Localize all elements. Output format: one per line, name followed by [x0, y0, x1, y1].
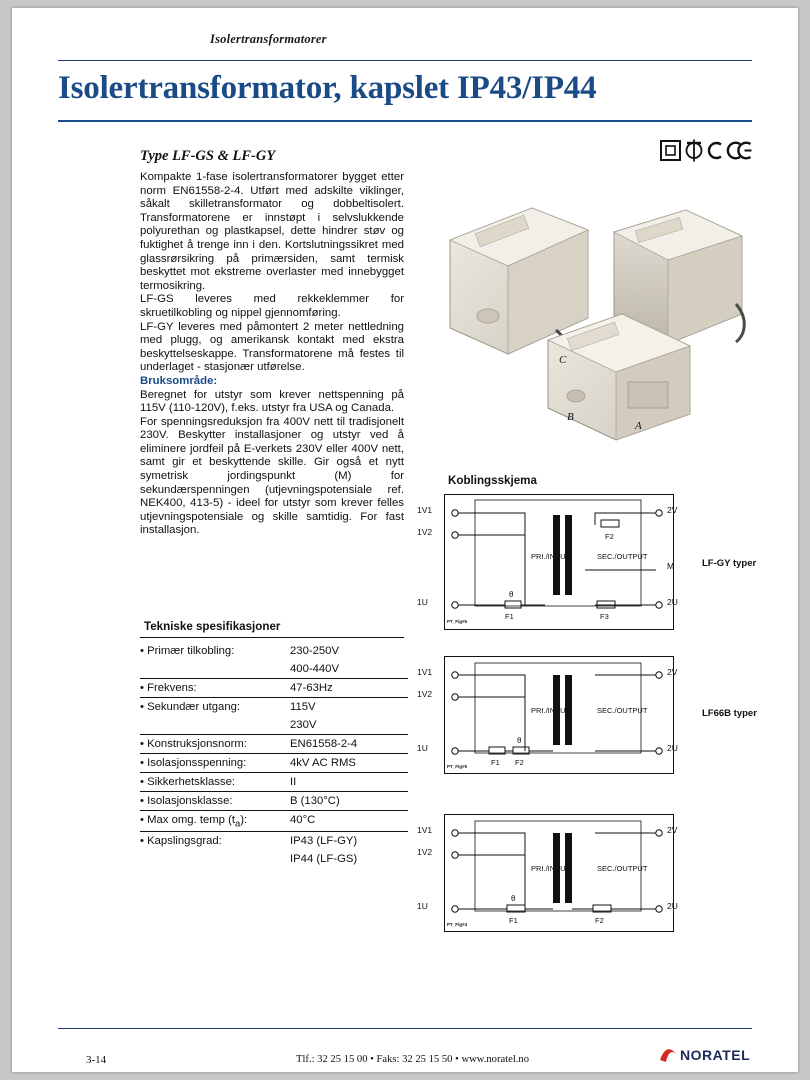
- spec-value: IP44 (LF-GS): [290, 853, 358, 866]
- spec-row: [140, 642, 408, 660]
- terminal-2u-d1: 2U: [667, 597, 678, 607]
- spec-value: EN61558-2-4: [290, 735, 408, 754]
- schematic-heading: Koblingsskjema: [448, 474, 537, 487]
- terminal-m-d1: M: [667, 561, 675, 571]
- noratel-logo: [658, 1044, 754, 1066]
- spec-row: [140, 679, 408, 698]
- terminal-2v-d3: 2V: [667, 825, 678, 835]
- terminal-1v2-d2: 1V2: [417, 689, 433, 699]
- paragraph-5: For spenningsreduksjon fra 400V nett til tradisjonelt 230V. Beskytter installasjoner og utstyr ved å eliminere jordfeil på E-verkets 230V eller 400V nett, samt gir et beskyttende skille. Gir også et nytt symetrisk jordingspunkt (M) for sekundærspenningen (utjevningspotensiale ref. NEK400, 413-5) - ideel for utstyr som krever felles utjevningspotensiale og skille samtidig. For fast installasjon.: [140, 415, 404, 537]
- document-page: [12, 8, 798, 1072]
- spec-row: [140, 660, 408, 679]
- spec-value: 400-440V: [290, 663, 339, 675]
- spec-value: II: [290, 773, 408, 792]
- schematic-diagram-3: [417, 814, 678, 932]
- page-number: 3-14: [86, 1054, 107, 1066]
- svg-text:PT_Fig#5: PT_Fig#5: [447, 619, 468, 624]
- spec-label: [140, 716, 290, 735]
- svg-text:θ: θ: [517, 736, 522, 745]
- callout-b: B: [567, 411, 574, 423]
- spec-row: [140, 832, 408, 851]
- spec-row: [140, 716, 408, 735]
- logo-flame-icon: [660, 1049, 676, 1062]
- spec-label: • Max omg. temp $(t_a)$:: [140, 811, 290, 832]
- specs-title: Tekniske spesifikasjoner: [144, 620, 281, 633]
- spec-label: [140, 660, 290, 679]
- paragraph-3: LF-GY leveres med påmontert 2 meter nettledning med plugg, og amerikansk kontakt med ekstra beskyttelseskappe. Transformatorene må festes til underlaget - stasjonær utførelse.: [140, 320, 404, 374]
- spec-row: [140, 735, 408, 754]
- svg-text:F1: F1: [509, 916, 518, 925]
- spec-value: IP43 (LF-GY): [290, 832, 408, 851]
- callout-c: C: [559, 354, 567, 366]
- paragraph-2: LF-GS leveres med rekkeklemmer for skruetilkobling og nippel gjennomføring.: [140, 293, 404, 319]
- spec-row: [140, 850, 408, 868]
- svg-text:SEC./OUTPUT: SEC./OUTPUT: [597, 552, 648, 561]
- safety-isolating-transformer-icon: [687, 140, 702, 162]
- spec-label: • Isolasjonsklasse:: [140, 792, 290, 811]
- header-divider: [58, 60, 752, 61]
- terminal-2u-d3: 2U: [667, 901, 678, 911]
- svg-text:PRI./INPUT: PRI./INPUT: [531, 706, 571, 715]
- paragraph-1: Kompakte 1-fase isolertransformatorer bygget etter norm EN61558-2-4. Utført med adskilte viklinger, såkalt skilletransformator og dobbeltisolert. Transformatorene er innstøpt i selvslukkende polyurethan og plastkapsel, dette hindrer støv og fuktighet å trenge inn i den. Kortslutningssikret med glassrørsikring på primærsiden, samt termisk beskyttet mot ekstreme overlaster med innebygget termosikring.: [140, 171, 404, 292]
- spec-label: • Isolasjonsspenning:: [140, 754, 290, 773]
- double-insulation-icon: [661, 141, 680, 160]
- specs-divider: [140, 637, 404, 638]
- callout-a: A: [635, 420, 642, 432]
- footer-contact: Tlf.: 32 25 15 00 • Faks: 32 25 15 50 • www.noratel.no: [296, 1054, 530, 1065]
- terminal-1v1-d1: 1V1: [417, 505, 433, 515]
- certification-icons: [660, 138, 752, 164]
- svg-text:θ: θ: [509, 590, 514, 599]
- svg-text:F3: F3: [600, 612, 609, 621]
- terminal-2v-d2: 2V: [667, 667, 678, 677]
- spec-value: 230V: [290, 719, 317, 731]
- title-divider: [58, 120, 752, 122]
- specs-table: [140, 642, 408, 868]
- svg-text:F2: F2: [605, 532, 614, 541]
- spec-row: [140, 811, 408, 832]
- paragraph-4: Beregnet for utstyr som krever nettspenning på 115V (110-120V), f.eks. utstyr fra USA og Canada.: [140, 388, 404, 415]
- spec-row: [140, 792, 408, 811]
- section-subtitle: Type LF-GS & LF-GY: [140, 148, 276, 164]
- terminal-1u-d2: 1U: [417, 743, 428, 753]
- spec-value: 47-63Hz: [290, 679, 408, 698]
- svg-text:SEC./OUTPUT: SEC./OUTPUT: [597, 864, 648, 873]
- footer-divider: [58, 1028, 752, 1029]
- terminal-1v1-d3: 1V1: [417, 825, 433, 835]
- spec-row: [140, 773, 408, 792]
- spec-value: 230-250V: [290, 645, 339, 657]
- ce-mark-icon: [728, 143, 752, 159]
- terminal-1v1-d2: 1V1: [417, 667, 433, 677]
- schematic-diagram-2: [417, 656, 678, 774]
- spec-label: • Sekundær utgang:: [140, 698, 290, 717]
- c-mark-icon: [709, 143, 721, 158]
- terminal-1v2-d1: 1V2: [417, 527, 433, 537]
- usage-heading: Bruksområde:: [140, 374, 218, 387]
- page-title: Isolertransformator, kapslet IP43/IP44: [58, 70, 597, 106]
- spec-label: • Frekvens:: [140, 679, 290, 698]
- terminal-1u-d1: 1U: [417, 597, 428, 607]
- terminal-1v2-d3: 1V2: [417, 847, 433, 857]
- svg-text:PT_Fig#4: PT_Fig#4: [447, 922, 468, 927]
- spec-label: • Sikkerhetsklasse:: [140, 773, 290, 792]
- breadcrumb: Isolertransformatorer: [210, 32, 327, 46]
- spec-value: B (130°C): [290, 792, 408, 811]
- svg-text:PRI./INPUT: PRI./INPUT: [531, 864, 571, 873]
- logo-text: NORATEL: [680, 1047, 751, 1063]
- svg-text:SEC./OUTPUT: SEC./OUTPUT: [597, 706, 648, 715]
- schematic-diagram-1: [417, 494, 678, 630]
- spec-value: 40°C: [290, 811, 408, 832]
- svg-text:F1: F1: [491, 758, 500, 767]
- product-description: [140, 171, 404, 538]
- svg-text:PT_Fig#5: PT_Fig#5: [447, 764, 468, 769]
- spec-label: • Primær tilkobling:: [140, 645, 235, 657]
- terminal-1u-d3: 1U: [417, 901, 428, 911]
- svg-text:θ: θ: [511, 894, 516, 903]
- schematic-type-label-2: LF66B typer: [702, 708, 757, 719]
- schematic-type-label-1: LF-GY typer: [702, 558, 757, 569]
- spec-value: 4kV AC RMS: [290, 754, 408, 773]
- spec-row: [140, 754, 408, 773]
- product-photo: [436, 168, 752, 444]
- svg-text:PRI./INPUT: PRI./INPUT: [531, 552, 571, 561]
- terminal-2u-d2: 2U: [667, 743, 678, 753]
- spec-label: • Kapslingsgrad:: [140, 832, 290, 851]
- svg-text:F2: F2: [595, 916, 604, 925]
- terminal-2v-d1: 2V: [667, 505, 678, 515]
- svg-text:F2: F2: [515, 758, 524, 767]
- spec-value: 115V: [290, 698, 408, 717]
- spec-row: [140, 698, 408, 717]
- svg-text:F1: F1: [505, 612, 514, 621]
- spec-label: • Konstruksjonsnorm:: [140, 735, 290, 754]
- spec-label: [140, 850, 290, 868]
